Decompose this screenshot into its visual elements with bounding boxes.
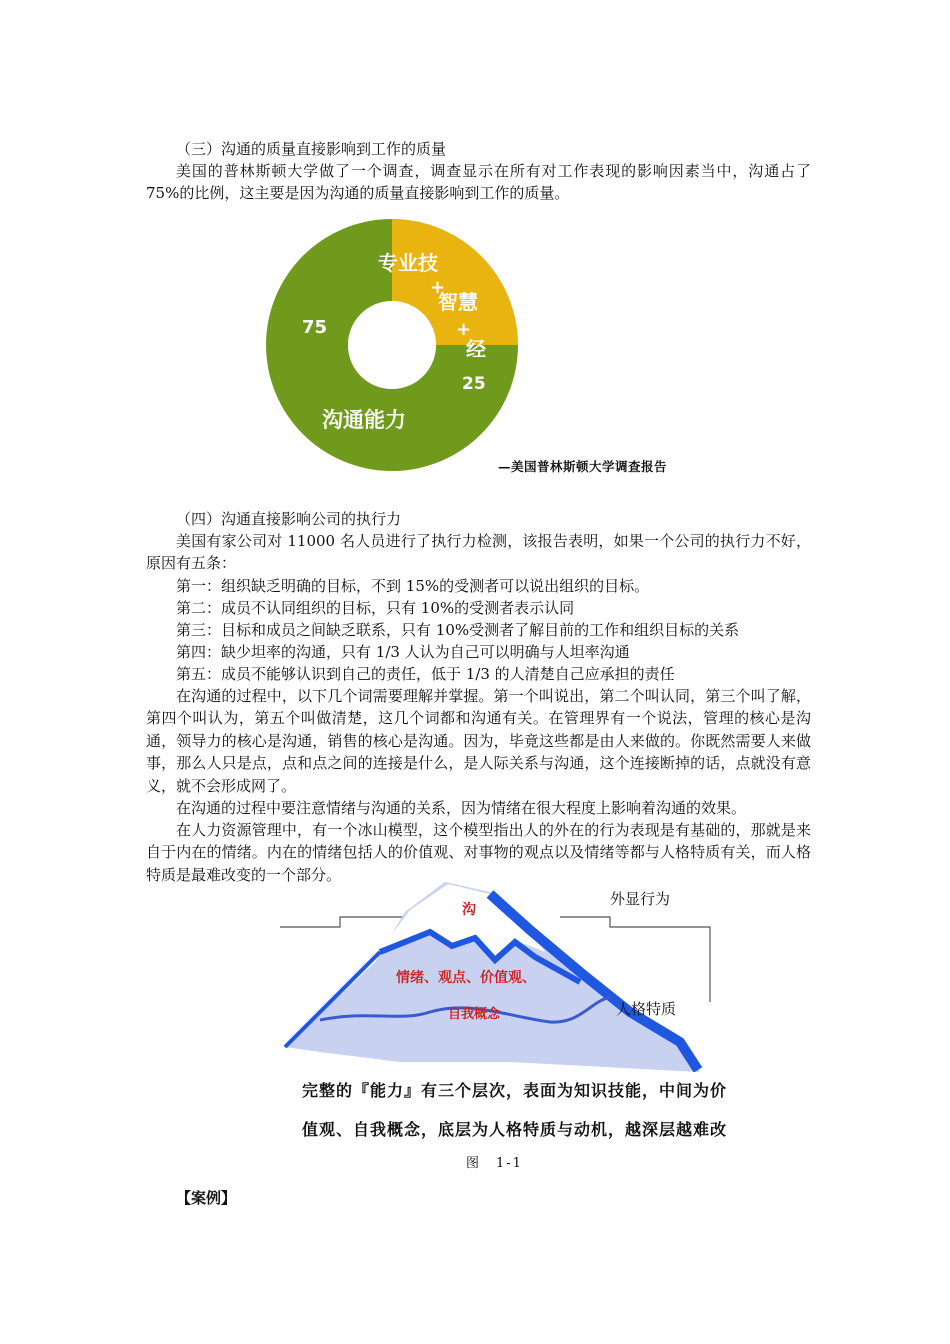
slice2-line2-label: 智慧 (438, 290, 478, 314)
slice2-value-label: 25 (462, 374, 486, 394)
slice1-name-label: 沟通能力 (322, 408, 406, 432)
label-personality: 人格特质 (616, 1000, 677, 1018)
list-item: 第一：组织缺乏明确的目标，不到 15%的受测者可以说出组织的目标。 (176, 577, 650, 595)
iceberg-figure (280, 872, 720, 1072)
section4-para1: 在沟通的过程中，以下几个词需要理解并掌握。第一个叫说出，第二个叫认同，第三个叫了解，第四个叫认为，第五个叫做清楚，这几个词都和沟通有关。在管理界有一个说法，管理的核心是沟通，领导力的核心是沟通，销售的核心是沟通。因为，毕竟这些都是由人来做的。你既然需要人来做事，那么人只是点，点和点之间的连接是什么，是人际关系与沟通，这个连接断掉的话，点就没有意义，就不会形成网了。 (146, 687, 811, 795)
figure-caption-line2: 值观、自我概念，底层为人格特质与动机，越深层越难改 (302, 1120, 728, 1139)
section4-intro: 美国有家公司对 11000 名人员进行了执行力检测，该报告表明，如果一个公司的执行力不好，原因有五条： (146, 532, 811, 573)
slice2-line1-label: 专业技 (378, 251, 438, 275)
label-outer: 外显行为 (610, 890, 671, 908)
chart-source: —美国普林斯顿大学调查报告 (498, 459, 668, 474)
section4-para3: 在人力资源管理中，有一个冰山模型，这个模型指出人的外在的行为表现是有基础的，那就是来自于内在的情绪。内在的情绪包括人的价值观、对事物的观点以及情绪等都与人格特质有关，而人格特质是最难改变的一个部分。 (146, 821, 811, 884)
slice2-plus2-label: + (456, 319, 472, 340)
list-item: 第三：目标和成员之间缺乏联系，只有 10%受测者了解目前的工作和组织目标的关系 (176, 621, 740, 639)
figure-caption-line1: 完整的『能力』有三个层次，表面为知识技能，中间为价 (302, 1081, 728, 1100)
slice2-line3-label: 经 (466, 337, 486, 361)
list-item: 第二：成员不认同组织的目标，只有 10%的受测者表示认同 (176, 599, 575, 617)
list-item: 第五：成员不能够认识到自己的责任，低于 1/3 的人清楚自己应承担的责任 (176, 665, 675, 683)
figure-label: 图 1-1 (466, 1156, 523, 1171)
label-self: 自我概念 (448, 1007, 501, 1022)
iceberg-svg (280, 872, 720, 1072)
section4-para2: 在沟通的过程中要注意情绪与沟通的关系，因为情绪在很大程度上影响着沟通的效果。 (176, 799, 747, 817)
section3-paragraph: 美国的普林斯顿大学做了一个调查，调查显示在所有对工作表现的影响因素当中，沟通占了 75%的比例，这主要是因为沟通的质量直接影响到工作的质量。 (146, 162, 811, 203)
section3-heading: （三）沟通的质量直接影响到工作的质量 (176, 140, 447, 158)
donut-chart-svg (262, 215, 522, 475)
label-top: 沟 (462, 902, 476, 918)
list-item: 第四：缺少坦率的沟通，只有 1/3 人认为自己可以明确与人坦率沟通 (176, 643, 630, 661)
donut-chart (262, 215, 522, 475)
donut-hole (348, 301, 436, 389)
label-middle: 情绪、观点、价值观、 (396, 970, 536, 986)
section4-heading: （四）沟通直接影响公司的执行力 (176, 510, 402, 528)
case-heading: 【案例】 (176, 1189, 237, 1207)
slice2-plus1-label: + (430, 277, 446, 298)
slice1-value-label: 75 (302, 317, 328, 338)
